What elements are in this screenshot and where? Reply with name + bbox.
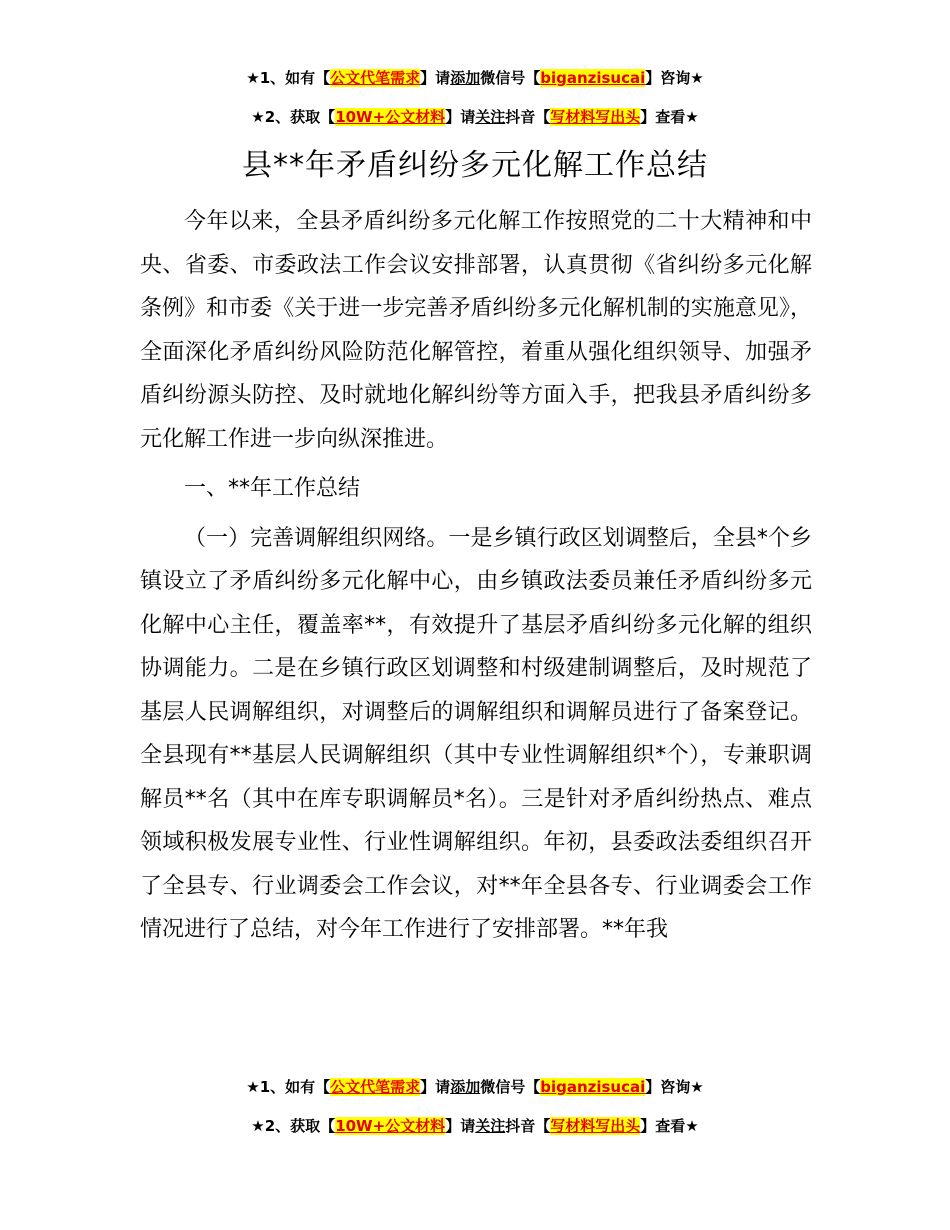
footer-banner-line-2: [0, 1115, 950, 1137]
document-body: [140, 200, 812, 952]
banner-emphasis: 添加: [450, 1078, 481, 1096]
banner-highlight: 10W+公文材料: [335, 1117, 446, 1135]
footer-banner-line-1: [0, 1076, 950, 1098]
banner-text: 】查看★: [640, 108, 699, 126]
header-banner-line-2: [0, 106, 950, 128]
banner-highlight: 10W+公文材料: [335, 108, 446, 126]
banner-text: 微信号【: [480, 1078, 541, 1096]
banner-highlight: 公文代笔需求: [330, 1078, 421, 1096]
banner-highlight: 写材料写出头: [550, 1117, 641, 1135]
banner-highlight: 公文代笔需求: [330, 69, 421, 87]
banner-text: ★1、如有【: [246, 1078, 331, 1096]
banner-text: 】咨询★: [645, 69, 704, 87]
banner-text: 】请: [445, 1117, 476, 1135]
banner-text: 】请: [445, 108, 476, 126]
section-heading: 一、**年工作总结: [184, 476, 361, 501]
banner-highlight: biganzisucai: [540, 69, 646, 87]
banner-emphasis: 关注: [475, 1117, 506, 1135]
header-banner-line-1: [0, 67, 950, 89]
banner-text: 】请: [420, 69, 451, 87]
banner-text: 抖音【: [505, 108, 551, 126]
banner-text: 抖音【: [505, 1117, 551, 1135]
banner-highlight: 写材料写出头: [550, 108, 641, 126]
banner-text: 】咨询★: [645, 1078, 704, 1096]
section-paragraph: （一）完善调解组织网络。一是乡镇行政区划调整后，全县*个乡镇设立了矛盾纠纷多元化解中心，由乡镇政法委员兼任矛盾纠纷多元化解中心主任，覆盖率**，有效提升了基层矛盾纠纷多元化解的组织协调能力。二是在乡镇行政区划调整和村级建制调整后，及时规范了基层人民调解组织，对调整后的调解组织和调解员进行了备案登记。全县现有**基层人民调解组织（其中专业性调解组织*个），专兼职调解员**名（其中在库专职调解员*名）。三是针对矛盾纠纷热点、难点领域积极发展专业性、行业性调解组织。年初，县委政法委组织召开了全县专、行业调委会工作会议，对**年全县各专、行业调委会工作情况进行了总结，对今年工作进行了安排部署。**年我: [140, 525, 812, 942]
banner-text: 】请: [420, 1078, 451, 1096]
banner-text: ★2、获取【: [251, 1117, 336, 1135]
banner-text: ★2、获取【: [251, 108, 336, 126]
document-title: 县**年矛盾纠纷多元化解工作总结: [242, 148, 708, 183]
banner-emphasis: 添加: [450, 69, 481, 87]
banner-text: ★1、如有【: [246, 69, 331, 87]
intro-paragraph: 今年以来，全县矛盾纠纷多元化解工作按照党的二十大精神和中央、省委、市委政法工作会议安排部署，认真贯彻《省纠纷多元化解条例》和市委《关于进一步完善矛盾纠纷多元化解机制的实施意见》，全面深化矛盾纠纷风险防范化解管控，着重从强化组织领导、加强矛盾纠纷源头防控、及时就地化解纠纷等方面入手，把我县矛盾纠纷多元化解工作进一步向纵深推进。: [140, 209, 812, 452]
banner-text: 】查看★: [640, 1117, 699, 1135]
banner-text: 微信号【: [480, 69, 541, 87]
banner-emphasis: 关注: [475, 108, 506, 126]
banner-highlight: biganzisucai: [540, 1078, 646, 1096]
